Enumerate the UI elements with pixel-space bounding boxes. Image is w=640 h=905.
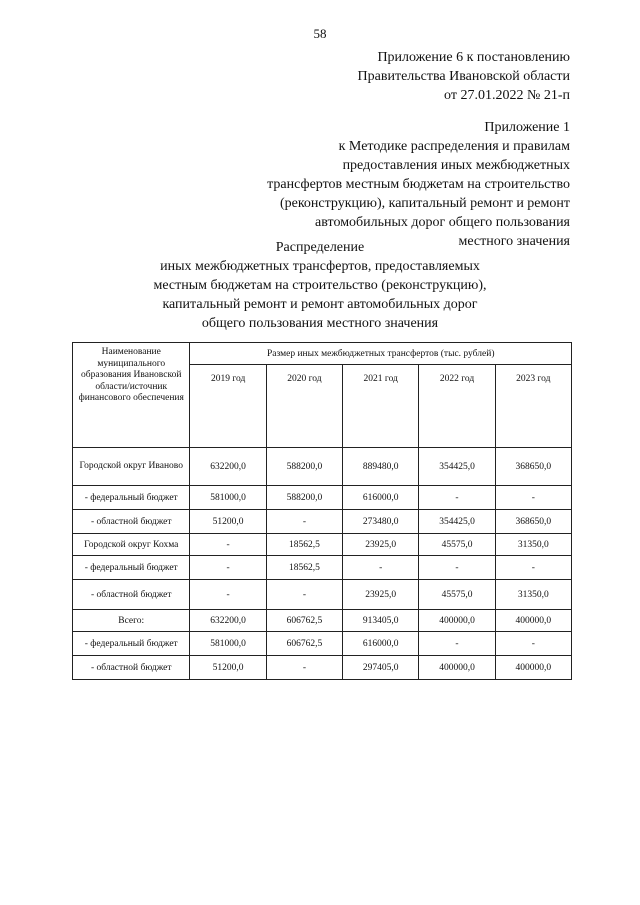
value-cell: 606762,5 (266, 632, 342, 656)
value-cell: - (190, 556, 266, 580)
value-cell: 31350,0 (495, 534, 571, 556)
value-cell: 45575,0 (419, 534, 495, 556)
value-cell: 632200,0 (190, 610, 266, 632)
appendix-6-header (150, 48, 570, 105)
value-cell: - (419, 486, 495, 510)
value-cell: - (190, 534, 266, 556)
title-line: местным бюджетам на строительство (реконструкцию), (153, 278, 487, 293)
table-row (73, 448, 572, 486)
appendix-1-line: предоставления иных межбюджетных (342, 158, 570, 173)
value-cell: 400000,0 (495, 656, 571, 680)
value-cell: 616000,0 (343, 632, 419, 656)
value-cell: 581000,0 (190, 632, 266, 656)
year-header: 2022 год (419, 365, 495, 448)
appendix-1-line: к Методике распределения и правилам (338, 139, 570, 154)
table-row (73, 656, 572, 680)
value-cell: 273480,0 (343, 510, 419, 534)
value-cell: 581000,0 (190, 486, 266, 510)
value-cell: - (266, 580, 342, 610)
value-cell: 632200,0 (190, 448, 266, 486)
document-title (60, 238, 580, 333)
value-cell: 400000,0 (419, 656, 495, 680)
value-cell: 45575,0 (419, 580, 495, 610)
year-header: 2023 год (495, 365, 571, 448)
value-cell: 51200,0 (190, 510, 266, 534)
value-cell: 354425,0 (419, 448, 495, 486)
value-cell: 354425,0 (419, 510, 495, 534)
value-cell: - (495, 486, 571, 510)
table-row (73, 580, 572, 610)
year-header: 2021 год (343, 365, 419, 448)
page-number: 58 (313, 26, 327, 41)
appendix-6-line: Правительства Ивановской области (357, 69, 570, 84)
value-cell: 368650,0 (495, 448, 571, 486)
value-cell: 913405,0 (343, 610, 419, 632)
value-cell: - (495, 556, 571, 580)
row-name: - федеральный бюджет (73, 632, 190, 656)
title-line: иных межбюджетных трансфертов, предоставляемых (160, 259, 480, 274)
row-name: - областной бюджет (73, 656, 190, 680)
value-cell: 51200,0 (190, 656, 266, 680)
appendix-6-line: Приложение 6 к постановлению (377, 50, 570, 65)
row-name: - областной бюджет (73, 580, 190, 610)
table-row (73, 610, 572, 632)
value-cell: 616000,0 (343, 486, 419, 510)
appendix-1-line: местного значения (458, 234, 570, 249)
year-header: 2019 год (190, 365, 266, 448)
value-cell: - (266, 656, 342, 680)
row-name: - федеральный бюджет (73, 556, 190, 580)
value-cell: - (343, 556, 419, 580)
table-row (73, 486, 572, 510)
value-cell: 23925,0 (343, 580, 419, 610)
table-row (73, 556, 572, 580)
table-header-row (73, 343, 572, 365)
row-name: Городской округ Кохма (73, 534, 190, 556)
value-cell: 400000,0 (495, 610, 571, 632)
appendix-1-line: автомобильных дорог общего пользования (315, 215, 570, 230)
value-cell: - (495, 632, 571, 656)
value-cell: 400000,0 (419, 610, 495, 632)
row-name: - федеральный бюджет (73, 486, 190, 510)
appendix-1-header (150, 118, 570, 251)
value-cell: - (419, 556, 495, 580)
title-line: Распределение (275, 240, 365, 255)
value-cell: 31350,0 (495, 580, 571, 610)
value-cell: 606762,5 (266, 610, 342, 632)
appendix-1-line: Приложение 1 (484, 120, 570, 135)
value-cell: 18562,5 (266, 534, 342, 556)
appendix-6-line: от 27.01.2022 № 21-п (444, 88, 570, 103)
value-cell: 588200,0 (266, 448, 342, 486)
value-cell: 889480,0 (343, 448, 419, 486)
amount-column-header: Размер иных межбюджетных трансфертов (тыс. рублей) (190, 343, 572, 365)
value-cell: - (266, 510, 342, 534)
row-name: Всего: (73, 610, 190, 632)
appendix-1-line: трансфертов местным бюджетам на строительство (267, 177, 570, 192)
year-header: 2020 год (266, 365, 342, 448)
value-cell: - (190, 580, 266, 610)
row-name: Городской округ Иваново (73, 448, 190, 486)
value-cell: 23925,0 (343, 534, 419, 556)
distribution-table (72, 342, 572, 680)
appendix-1-line: (реконструкцию), капитальный ремонт и ремонт (279, 196, 570, 211)
name-column-header: Наименование муниципального образования Ивановской области/источник финансового обеспечения (73, 343, 190, 448)
value-cell: 297405,0 (343, 656, 419, 680)
value-cell: 588200,0 (266, 486, 342, 510)
table-row (73, 632, 572, 656)
table-row (73, 534, 572, 556)
title-line: капитальный ремонт и ремонт автомобильных дорог (162, 297, 478, 312)
value-cell: 18562,5 (266, 556, 342, 580)
value-cell: 368650,0 (495, 510, 571, 534)
row-name: - областной бюджет (73, 510, 190, 534)
table-row (73, 510, 572, 534)
value-cell: - (419, 632, 495, 656)
title-line: общего пользования местного значения (201, 316, 439, 331)
